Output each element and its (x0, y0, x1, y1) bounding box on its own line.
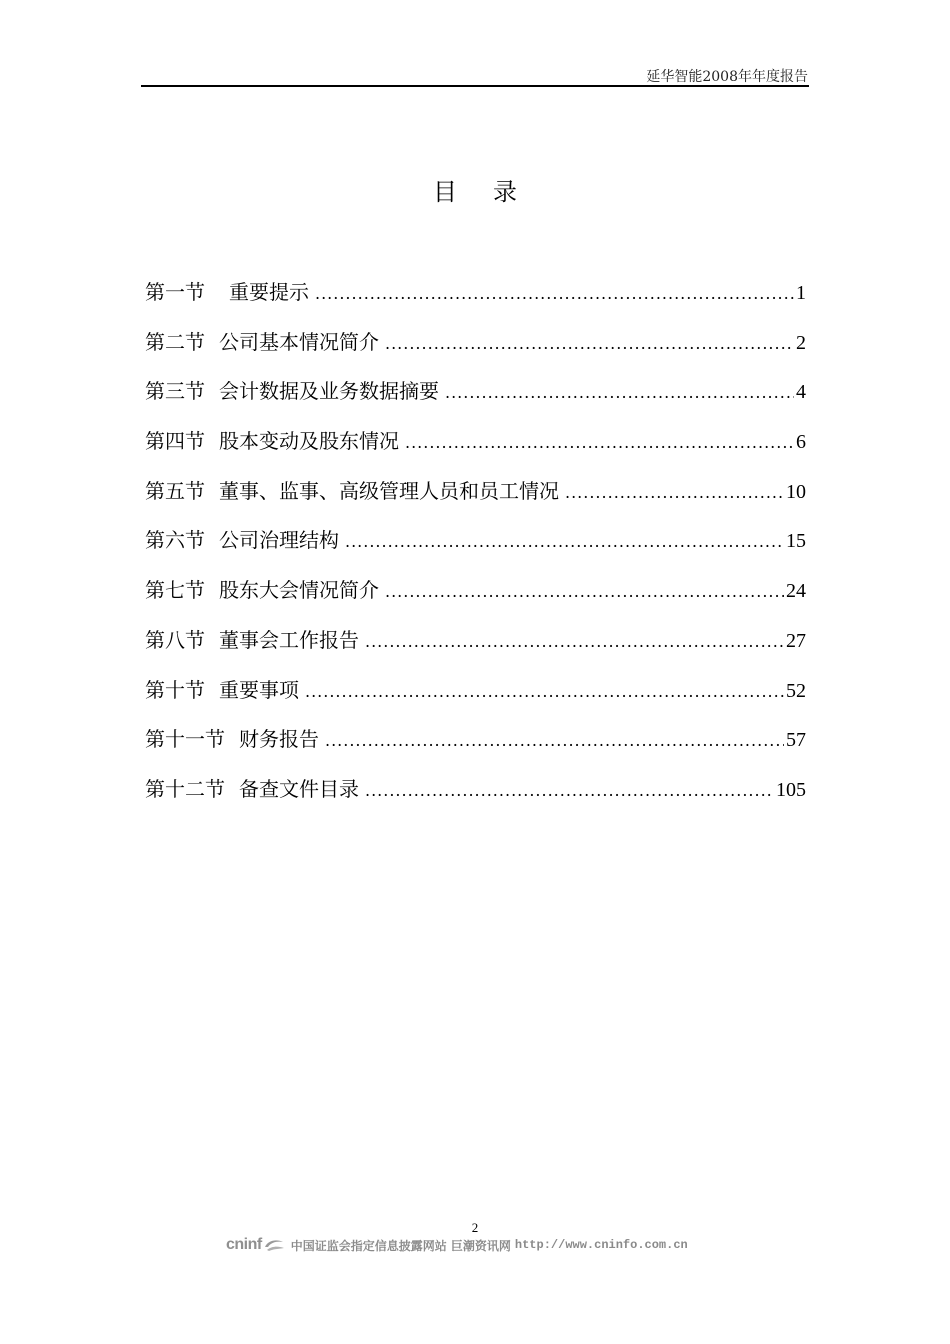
toc-leader (385, 582, 784, 601)
toc-label: 公司基本情况简介 (219, 329, 379, 354)
toc-entry-6[interactable] (145, 524, 806, 574)
toc-page: 52 (786, 679, 806, 702)
header-rule (141, 85, 809, 87)
toc-entry-4[interactable] (145, 425, 806, 475)
toc-leader (565, 483, 784, 502)
toc-page: 57 (786, 729, 806, 752)
toc-entry-10[interactable] (145, 723, 806, 773)
toc-entry-3[interactable] (145, 375, 806, 425)
toc-leader (445, 383, 794, 402)
toc-entry-8[interactable] (145, 624, 806, 674)
toc-page: 1 (796, 282, 806, 304)
toc-label: 备查文件目录 (239, 776, 359, 801)
toc-leader (325, 731, 784, 750)
cninfo-swirl-icon (263, 1238, 285, 1252)
toc-entry-7[interactable] (145, 574, 806, 624)
toc-section: 第十一节 (145, 727, 225, 752)
toc-entry-2[interactable] (145, 326, 806, 376)
footer-url[interactable]: http://www.cninfo.com.cn (514, 1238, 688, 1252)
toc-entry-5[interactable] (145, 475, 806, 525)
toc-section: 第五节 (145, 478, 205, 503)
toc-leader (385, 334, 794, 353)
toc-page: 10 (786, 480, 806, 503)
toc-page: 6 (796, 431, 806, 454)
toc-leader (345, 532, 784, 551)
table-of-contents (145, 276, 806, 823)
toc-section: 第八节 (145, 627, 205, 652)
toc-page: 24 (786, 580, 806, 603)
toc-section: 第四节 (145, 429, 205, 454)
toc-label: 股东大会情况简介 (219, 578, 379, 603)
toc-entry-11[interactable] (145, 773, 806, 823)
footer (226, 1236, 688, 1254)
toc-leader (365, 632, 784, 651)
toc-section: 第七节 (145, 578, 205, 603)
toc-page: 4 (796, 381, 806, 404)
toc-leader (365, 781, 774, 800)
toc-leader (405, 433, 794, 452)
toc-section: 第三节 (145, 379, 205, 404)
toc-leader (315, 284, 794, 303)
toc-label: 重要事项 (219, 677, 299, 702)
toc-label: 重要提示 (229, 280, 309, 304)
toc-label: 会计数据及业务数据摘要 (219, 379, 439, 404)
toc-entry-9[interactable] (145, 674, 806, 724)
toc-section: 第二节 (145, 329, 205, 354)
toc-section: 第六节 (145, 528, 205, 553)
toc-page: 27 (786, 629, 806, 652)
footer-site-text: 中国证监会指定信息披露网站 巨潮资讯网 (290, 1238, 511, 1253)
toc-page: 15 (786, 530, 806, 553)
toc-label: 股本变动及股东情况 (219, 429, 399, 454)
toc-label: 董事会工作报告 (219, 627, 359, 652)
toc-entry-1[interactable] (145, 276, 806, 326)
toc-section: 第十二节 (145, 776, 225, 801)
toc-page: 2 (796, 331, 806, 354)
toc-page: 105 (776, 778, 806, 801)
cninfo-logo: cninf (226, 1236, 262, 1253)
running-header: 延华智能2008年年度报告 (646, 69, 808, 85)
toc-section: 第十节 (145, 677, 205, 702)
toc-title: 目录 (433, 178, 553, 206)
toc-label: 董事、监事、高级管理人员和员工情况 (219, 478, 559, 503)
toc-label: 公司治理结构 (219, 528, 339, 553)
toc-label: 财务报告 (239, 727, 319, 752)
toc-leader (305, 682, 784, 701)
page-number: 2 (471, 1220, 479, 1235)
toc-section: 第一节 (145, 280, 205, 304)
